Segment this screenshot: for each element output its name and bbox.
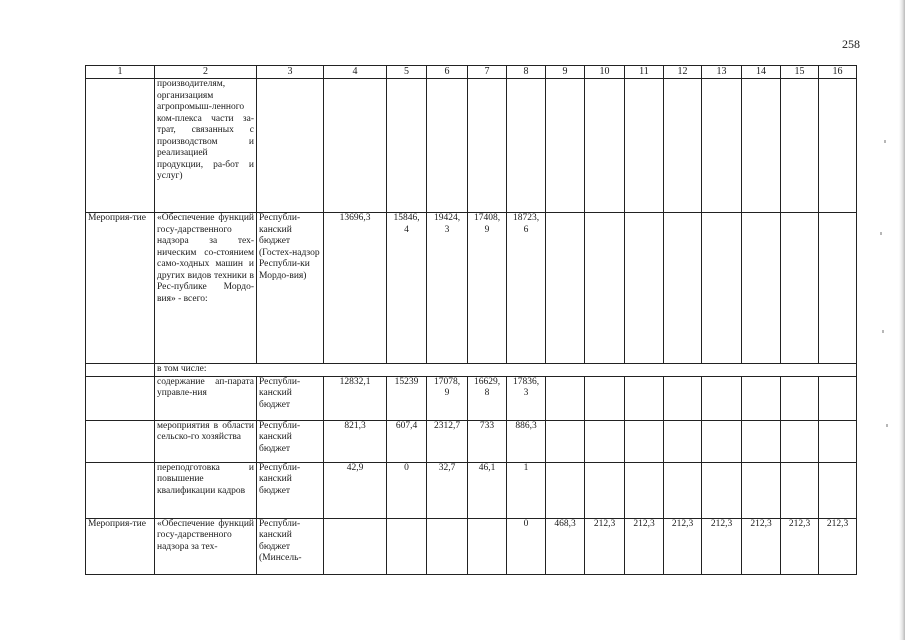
value-cell bbox=[546, 213, 585, 364]
value-cell bbox=[742, 376, 781, 420]
value-cell: 32,7 bbox=[427, 462, 468, 518]
header-cell: 7 bbox=[468, 66, 507, 79]
event-name-cell: производителям, организациям агропромыш-ленного ком-плекса части за-трат, связанных с производством и реализацией продукции, ра-бот и услуг) bbox=[155, 79, 257, 213]
funding-source-cell: Республи-канский бюджет (Минсель- bbox=[257, 518, 324, 574]
value-cell bbox=[664, 420, 702, 462]
value-cell bbox=[546, 79, 585, 213]
value-cell: 1 bbox=[507, 462, 546, 518]
program-funding-table bbox=[85, 65, 857, 575]
value-cell bbox=[781, 462, 819, 518]
value-cell bbox=[819, 213, 857, 364]
table-row bbox=[86, 213, 857, 364]
value-cell: 12832,1 bbox=[324, 376, 387, 420]
value-cell bbox=[585, 213, 625, 364]
value-cell: 212,3 bbox=[742, 518, 781, 574]
header-cell: 16 bbox=[819, 66, 857, 79]
value-cell: 212,3 bbox=[625, 518, 664, 574]
scan-speck bbox=[886, 424, 888, 427]
funding-source-cell: Республи-канский бюджет bbox=[257, 376, 324, 420]
subtotal-label-cell: в том числе: bbox=[155, 364, 857, 377]
value-cell: 0 bbox=[387, 462, 427, 518]
value-cell bbox=[702, 376, 742, 420]
event-name-cell: мероприятия в области сельско-го хозяйства bbox=[155, 420, 257, 462]
value-cell bbox=[664, 462, 702, 518]
event-type-cell bbox=[86, 376, 155, 420]
value-cell bbox=[324, 518, 387, 574]
value-cell bbox=[664, 213, 702, 364]
value-cell bbox=[585, 462, 625, 518]
value-cell bbox=[819, 462, 857, 518]
value-cell bbox=[585, 79, 625, 213]
value-cell bbox=[625, 79, 664, 213]
event-name-cell: содержание ап-парата управле-ния bbox=[155, 376, 257, 420]
table-row bbox=[86, 376, 857, 420]
value-cell: 42,9 bbox=[324, 462, 387, 518]
value-cell bbox=[781, 376, 819, 420]
value-cell bbox=[427, 518, 468, 574]
page-number: 258 bbox=[842, 37, 860, 51]
value-cell bbox=[625, 420, 664, 462]
value-cell bbox=[427, 79, 468, 213]
value-cell bbox=[742, 79, 781, 213]
value-cell: 16629, 8 bbox=[468, 376, 507, 420]
value-cell bbox=[702, 420, 742, 462]
event-type-cell bbox=[86, 420, 155, 462]
header-cell: 4 bbox=[324, 66, 387, 79]
value-cell bbox=[546, 420, 585, 462]
header-cell: 2 bbox=[155, 66, 257, 79]
value-cell bbox=[702, 462, 742, 518]
value-cell bbox=[819, 79, 857, 213]
table-row bbox=[86, 518, 857, 574]
value-cell: 17836, 3 bbox=[507, 376, 546, 420]
value-cell: 212,3 bbox=[781, 518, 819, 574]
header-cell: 6 bbox=[427, 66, 468, 79]
value-cell bbox=[387, 518, 427, 574]
header-cell: 13 bbox=[702, 66, 742, 79]
value-cell: 17078, 9 bbox=[427, 376, 468, 420]
event-name-cell: «Обеспечение функций госу-дарственного надзора за тех- bbox=[155, 518, 257, 574]
value-cell: 212,3 bbox=[702, 518, 742, 574]
scan-speck bbox=[882, 330, 884, 333]
value-cell bbox=[819, 420, 857, 462]
header-cell: 10 bbox=[585, 66, 625, 79]
value-cell bbox=[468, 518, 507, 574]
value-cell bbox=[781, 79, 819, 213]
event-type-cell: Мероприя-тие bbox=[86, 518, 155, 574]
header-cell: 11 bbox=[625, 66, 664, 79]
value-cell: 18723, 6 bbox=[507, 213, 546, 364]
value-cell: 17408, 9 bbox=[468, 213, 507, 364]
header-cell: 8 bbox=[507, 66, 546, 79]
table-row bbox=[86, 79, 857, 213]
funding-source-cell bbox=[257, 79, 324, 213]
table-row bbox=[86, 364, 857, 377]
event-type-cell bbox=[86, 79, 155, 213]
value-cell: 13696,3 bbox=[324, 213, 387, 364]
funding-source-cell: Республи-канский бюджет (Гостех-надзор Республи-ки Мордо-вия) bbox=[257, 213, 324, 364]
scan-edge-shadow bbox=[899, 0, 905, 640]
value-cell bbox=[625, 376, 664, 420]
event-name-cell: переподготовка и повышение квалификации кадров bbox=[155, 462, 257, 518]
value-cell bbox=[546, 376, 585, 420]
funding-source-cell: Республи-канский бюджет bbox=[257, 462, 324, 518]
header-cell: 14 bbox=[742, 66, 781, 79]
value-cell bbox=[664, 376, 702, 420]
value-cell: 19424, 3 bbox=[427, 213, 468, 364]
scan-speck bbox=[884, 140, 886, 143]
value-cell bbox=[781, 420, 819, 462]
event-type-cell bbox=[86, 462, 155, 518]
value-cell bbox=[742, 420, 781, 462]
value-cell: 15239 bbox=[387, 376, 427, 420]
value-cell: 733 bbox=[468, 420, 507, 462]
header-cell: 9 bbox=[546, 66, 585, 79]
value-cell: 212,3 bbox=[585, 518, 625, 574]
event-type-cell: Мероприя-тие bbox=[86, 213, 155, 364]
value-cell bbox=[507, 79, 546, 213]
value-cell: 46,1 bbox=[468, 462, 507, 518]
value-cell bbox=[819, 376, 857, 420]
value-cell: 607,4 bbox=[387, 420, 427, 462]
value-cell: 212,3 bbox=[819, 518, 857, 574]
table-row bbox=[86, 420, 857, 462]
value-cell bbox=[546, 462, 585, 518]
value-cell bbox=[585, 376, 625, 420]
value-cell: 886,3 bbox=[507, 420, 546, 462]
funding-source-cell: Республи-канский бюджет bbox=[257, 420, 324, 462]
header-cell: 12 bbox=[664, 66, 702, 79]
value-cell: 212,3 bbox=[664, 518, 702, 574]
value-cell: 2312,7 bbox=[427, 420, 468, 462]
value-cell bbox=[742, 213, 781, 364]
value-cell bbox=[664, 79, 702, 213]
header-cell: 3 bbox=[257, 66, 324, 79]
value-cell bbox=[625, 462, 664, 518]
value-cell bbox=[702, 213, 742, 364]
header-row bbox=[86, 66, 857, 79]
header-cell: 5 bbox=[387, 66, 427, 79]
value-cell bbox=[781, 213, 819, 364]
value-cell bbox=[324, 79, 387, 213]
value-cell bbox=[742, 462, 781, 518]
value-cell: 0 bbox=[507, 518, 546, 574]
value-cell: 15846, 4 bbox=[387, 213, 427, 364]
value-cell bbox=[468, 79, 507, 213]
value-cell: 468,3 bbox=[546, 518, 585, 574]
scan-speck bbox=[880, 232, 882, 235]
empty-cell bbox=[86, 364, 155, 377]
header-cell: 1 bbox=[86, 66, 155, 79]
value-cell: 821,3 bbox=[324, 420, 387, 462]
value-cell bbox=[387, 79, 427, 213]
event-name-cell: «Обеспечение функций госу-дарственного надзора за тех-ническим со-стоянием само-ходных машин и других видов техники в Рес-публике Мордо-вия» - всего: bbox=[155, 213, 257, 364]
header-cell: 15 bbox=[781, 66, 819, 79]
value-cell bbox=[625, 213, 664, 364]
value-cell bbox=[702, 79, 742, 213]
table-row bbox=[86, 462, 857, 518]
value-cell bbox=[585, 420, 625, 462]
